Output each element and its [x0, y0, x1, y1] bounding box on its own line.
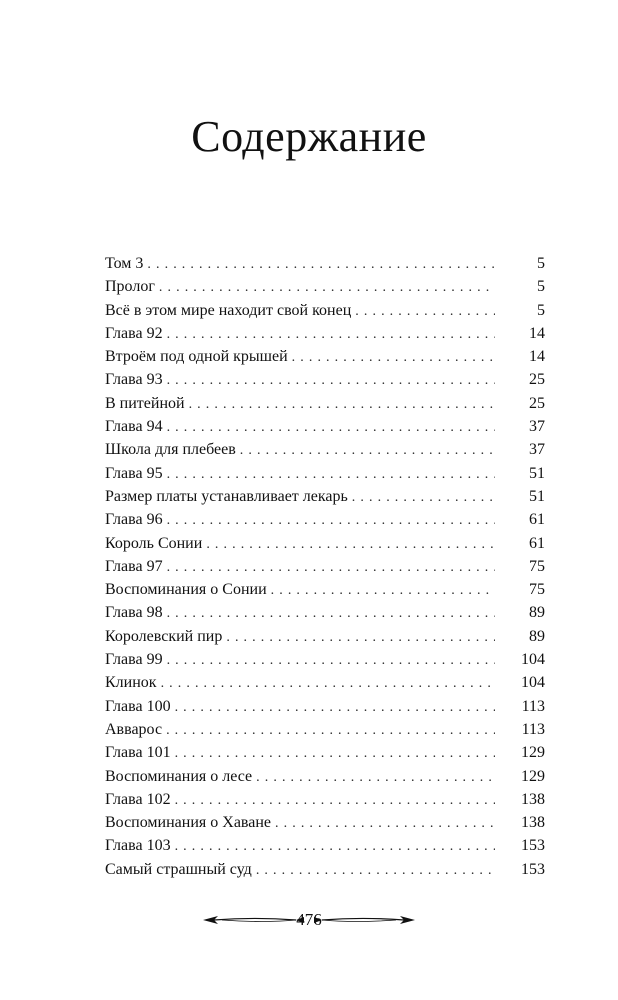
toc-entry-page-number: 51: [529, 487, 545, 505]
toc-entry-page-number: 113: [521, 697, 545, 715]
toc-entry: [105, 462, 545, 485]
dot-leader: [175, 696, 495, 719]
toc-entry-title: Глава 99: [105, 651, 163, 669]
toc-entry: [105, 858, 545, 881]
toc-entry: [105, 578, 545, 601]
toc-entry-page-number: 5: [537, 301, 545, 319]
dot-leader: [167, 416, 495, 439]
toc-entry: [105, 438, 545, 461]
toc-entry-page-number: 25: [529, 371, 545, 389]
toc-entry-page-number: 14: [529, 324, 545, 342]
dot-leader: [167, 369, 495, 392]
toc-entry: [105, 788, 545, 811]
toc-entry-page-number: 25: [529, 394, 545, 412]
dot-leader: [161, 672, 495, 695]
toc-entry: [105, 532, 545, 555]
dot-leader: [167, 602, 495, 625]
dot-leader: [167, 463, 495, 486]
toc-entry-page-number: 104: [521, 674, 545, 692]
toc-entry-page-number: 113: [521, 720, 545, 738]
toc-entry: [105, 555, 545, 578]
dot-leader: [175, 789, 495, 812]
toc-entry-page-number: 138: [521, 814, 545, 832]
toc-entry-page-number: 14: [529, 348, 545, 366]
toc-entry-title: Воспоминания о Хаване: [105, 814, 272, 832]
toc-entry-page-number: 104: [521, 651, 545, 669]
toc-entry-title: Глава 94: [105, 418, 163, 436]
toc-entry: [105, 601, 545, 624]
toc-entry-title: Глава 95: [105, 464, 163, 482]
dot-leader: [167, 649, 495, 672]
toc-entry-page-number: 129: [521, 744, 545, 762]
dot-leader: [159, 276, 495, 299]
toc-entry-title: Глава 92: [105, 324, 163, 342]
toc-entry-page-number: 75: [529, 557, 545, 575]
toc-entry-title: Глава 101: [105, 744, 171, 762]
dot-leader: [355, 300, 495, 323]
dot-leader: [175, 835, 495, 858]
toc-entry: [105, 275, 545, 298]
toc-entry: [105, 671, 545, 694]
toc-entry-page-number: 61: [529, 511, 545, 529]
toc-entry-page-number: 138: [521, 790, 545, 808]
toc-entry: [105, 415, 545, 438]
toc-entry-title: Пролог: [105, 278, 155, 296]
toc-entry-title: Размер платы устанавливает лекарь: [105, 487, 348, 505]
toc-entry: [105, 648, 545, 671]
toc-entry: [105, 695, 545, 718]
toc-entry-page-number: 89: [529, 604, 545, 622]
page-title: Содержание: [191, 112, 427, 162]
toc-entry-title: Воспоминания о лесе: [105, 767, 253, 785]
toc-entry: [105, 299, 545, 322]
dot-leader: [167, 556, 495, 579]
toc-entry-title: Том 3: [105, 255, 144, 272]
toc-entry: [105, 765, 545, 788]
toc-entry-title: Глава 100: [105, 697, 171, 715]
toc-entry-title: Клинок: [105, 674, 157, 692]
dot-leader: [352, 486, 495, 509]
toc-entry: [105, 834, 545, 857]
page-number: 476: [296, 910, 322, 929]
toc-entry: [105, 322, 545, 345]
toc-entry: [105, 392, 545, 415]
toc-entry-page-number: 129: [521, 767, 545, 785]
toc-entry-page-number: 153: [521, 837, 545, 855]
toc-entry-page-number: 37: [529, 418, 545, 436]
dot-leader: [166, 719, 495, 742]
toc-entry-title: Глава 96: [105, 511, 163, 529]
toc-entry-title: Король Сонии: [105, 534, 203, 552]
toc-entry: [105, 252, 545, 275]
dot-leader: [240, 439, 495, 462]
toc-entry-page-number: 5: [537, 255, 545, 272]
page-footer: [0, 908, 618, 932]
toc-entry-page-number: 89: [529, 627, 545, 645]
toc-entry-title: Школа для плебеев: [105, 441, 236, 459]
dot-leader: [189, 393, 495, 416]
toc-entry: [105, 811, 545, 834]
toc-entry: [105, 741, 545, 764]
toc-entry-page-number: 51: [529, 464, 545, 482]
toc-entry-title: Втроём под одной крышей: [105, 348, 288, 366]
toc-entry-page-number: 75: [529, 581, 545, 599]
toc-entry-page-number: 5: [537, 278, 545, 296]
toc-entry-title: Глава 98: [105, 604, 163, 622]
dot-leader: [271, 579, 495, 602]
dot-leader: [147, 253, 495, 276]
toc-entry: [105, 625, 545, 648]
toc-entry-title: Самый страшный суд: [105, 860, 252, 878]
toc-entry-title: Всё в этом мире находит свой конец: [105, 301, 352, 319]
toc-entry: [105, 508, 545, 531]
dot-leader: [256, 766, 495, 789]
dot-leader: [256, 859, 495, 882]
dot-leader: [226, 626, 495, 649]
toc-entry-page-number: 153: [521, 860, 545, 878]
dot-leader: [292, 346, 495, 369]
toc-entry: [105, 485, 545, 508]
toc-entry-page-number: 37: [529, 441, 545, 459]
toc-entry-title: Авварос: [105, 720, 163, 738]
toc-entry: [105, 718, 545, 741]
toc-entry-title: В питейной: [105, 394, 185, 412]
toc-entry-title: Глава 103: [105, 837, 171, 855]
toc-entry: [105, 368, 545, 391]
dot-leader: [275, 812, 495, 835]
toc-entry: [105, 345, 545, 368]
toc-entry-title: Воспоминания о Сонии: [105, 581, 267, 599]
table-of-contents: [105, 252, 545, 881]
toc-entry-title: Глава 102: [105, 790, 171, 808]
toc-entry-title: Глава 93: [105, 371, 163, 389]
dot-leader: [167, 509, 495, 532]
dot-leader: [206, 533, 495, 556]
dot-leader: [167, 323, 495, 346]
dot-leader: [175, 742, 495, 765]
toc-entry-page-number: 61: [529, 534, 545, 552]
toc-entry-title: Глава 97: [105, 557, 163, 575]
toc-entry-title: Королевский пир: [105, 627, 223, 645]
